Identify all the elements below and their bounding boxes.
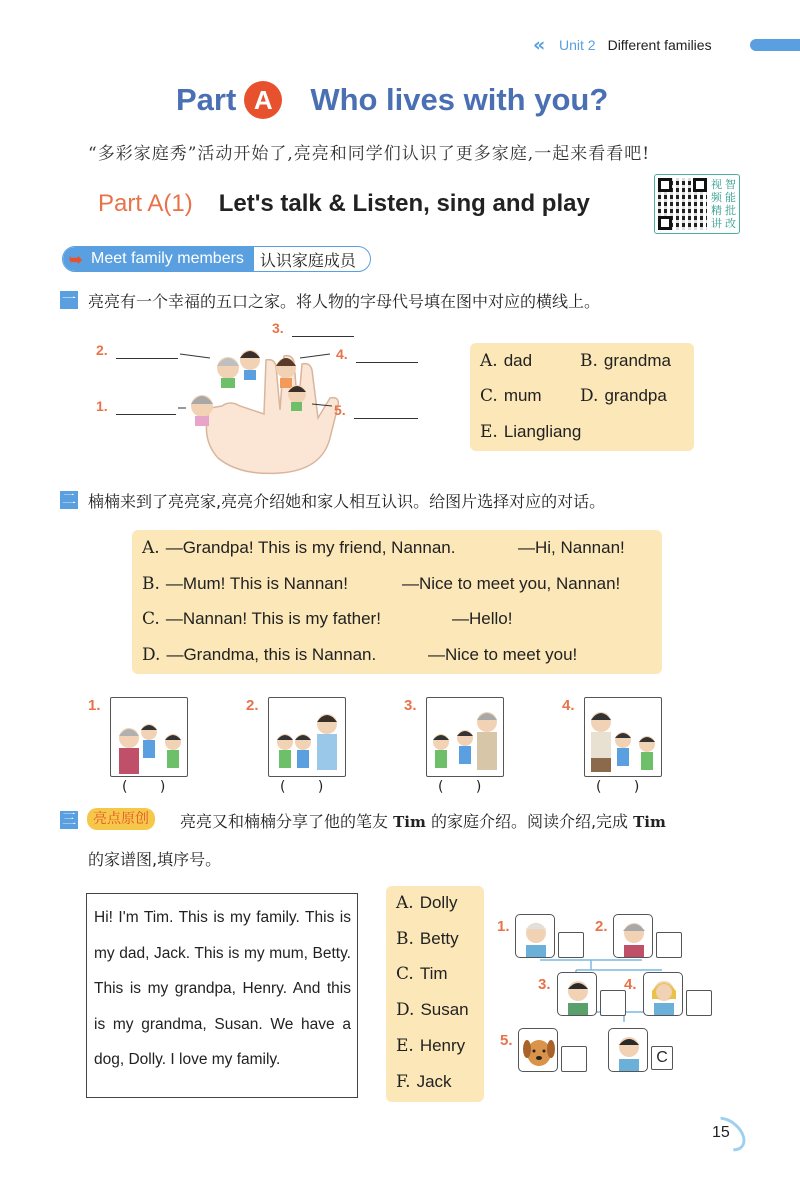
answer-paren-1[interactable]: ( ): [122, 779, 180, 795]
tree-answer-box-tim[interactable]: C: [651, 1046, 673, 1070]
answer-line-1[interactable]: [116, 414, 176, 415]
tree-answer-box-3[interactable]: [600, 990, 626, 1016]
question-1-text: 亮亮有一个幸福的五口之家。将人物的字母代号填在图中对应的横线上。: [88, 292, 601, 311]
q3-option-b: B. Betty: [396, 929, 459, 949]
intro-text: “多彩家庭秀”活动开始了,亮亮和同学们认识了更多家庭,一起来看看吧!: [88, 144, 651, 164]
answer-paren-2[interactable]: ( ): [280, 779, 338, 795]
answer-line-5[interactable]: [354, 418, 418, 419]
q3-option-d: D. Susan: [396, 1000, 469, 1020]
pic-num-3: 3.: [404, 697, 417, 714]
answer-line-2[interactable]: [116, 358, 178, 359]
q1-option-b: B. grandma: [580, 351, 672, 371]
tree-dad-picture: [557, 972, 597, 1016]
family-hand-illustration: [90, 318, 430, 478]
unit-title: Different families: [607, 37, 712, 53]
scene-picture-2: [268, 697, 346, 777]
q2-dialogue-box: [132, 530, 662, 674]
dialogue-d: D. —Grandma, this is Nannan.: [142, 645, 377, 665]
dialogue-d-reply: —Nice to meet you!: [428, 645, 578, 664]
qr-code-icon: [658, 178, 707, 230]
q1-option-a: A. dad: [480, 351, 533, 371]
scene-picture-4: [584, 697, 662, 777]
tree-num-1: 1.: [497, 918, 510, 935]
tree-num-5: 5.: [500, 1032, 513, 1049]
tree-num-2: 2.: [595, 918, 608, 935]
question-2-text: 楠楠来到了亮亮家,亮亮介绍她和家人相互认识。给图片选择对应的对话。: [88, 492, 606, 511]
hand-drawing: [90, 318, 430, 478]
unit-decor-bar: [750, 39, 800, 51]
answer-line-4[interactable]: [356, 362, 418, 363]
question-3-text-line2: 的家谱图,填序号。: [88, 850, 222, 869]
dialogue-b-reply: —Nice to meet you, Nannan!: [402, 574, 621, 593]
q1-options-box: [470, 343, 694, 451]
sub-part-heading: Let's talk & Listen, sing and play: [218, 190, 590, 217]
qr-code-panel[interactable]: [654, 174, 740, 234]
tree-dog-picture: [518, 1028, 558, 1072]
part-title-text: Who lives with you?: [310, 82, 609, 117]
tree-num-3: 3.: [538, 976, 551, 993]
page-number: 15: [712, 1124, 730, 1141]
part-prefix: Part: [176, 82, 237, 117]
pic-num-2: 2.: [246, 697, 259, 714]
q3-option-a: A. Dolly: [396, 893, 458, 913]
unit-header: [533, 34, 800, 56]
hand-label-5: 5.: [334, 402, 346, 418]
tree-tim-picture: [608, 1028, 648, 1072]
q3-option-c: C. Tim: [396, 964, 448, 984]
pic-num-4: 4.: [562, 697, 575, 714]
tree-grandma-picture: [613, 914, 653, 958]
scene-picture-1: [110, 697, 188, 777]
dialogue-b: B. —Mum! This is Nannan!: [142, 574, 348, 594]
hand-label-2: 2.: [96, 342, 108, 358]
answer-paren-3[interactable]: ( ): [438, 779, 496, 795]
sub-part-title: [98, 184, 590, 224]
part-letter-badge: A: [244, 81, 282, 119]
q1-option-d: D. grandpa: [580, 386, 667, 406]
scene-picture-3: [426, 697, 504, 777]
tree-answer-box-1[interactable]: [558, 932, 584, 958]
question-3-text: 亮亮又和楠楠分享了他的笔友 Tim 的家庭介绍。阅读介绍,完成 Tim: [180, 812, 666, 831]
q1-option-e: E. Liangliang: [480, 422, 582, 442]
pic-num-1: 1.: [88, 697, 101, 714]
tree-answer-box-5[interactable]: [561, 1046, 587, 1072]
double-chevron-left-icon: «: [533, 34, 543, 56]
dialogue-c-reply: —Hello!: [452, 609, 513, 628]
section-tag-cn: 认识家庭成员: [259, 250, 356, 270]
hand-label-3: 3.: [272, 320, 284, 336]
answer-paren-4[interactable]: ( ): [596, 779, 654, 795]
answer-line-3[interactable]: [292, 336, 354, 337]
q3-options-box: [386, 886, 484, 1102]
question-number-3: 三: [62, 812, 76, 828]
tree-mum-picture: [643, 972, 683, 1016]
q1-option-c: C. mum: [480, 386, 542, 406]
original-badge: 亮点原创: [87, 808, 155, 830]
tree-num-4: 4.: [624, 976, 637, 993]
qr-caption: 视 智 频 能 精 批 讲 改: [711, 178, 736, 230]
q3-option-e: E. Henry: [396, 1036, 466, 1056]
section-tag-en: Meet family members: [91, 250, 244, 267]
hand-label-4: 4.: [336, 346, 348, 362]
question-number-2: 二: [62, 492, 76, 508]
dialogue-a-reply: —Hi, Nannan!: [518, 538, 625, 557]
tree-answer-box-2[interactable]: [656, 932, 682, 958]
section-tag: [62, 246, 371, 272]
sub-part-label: Part A(1): [98, 190, 193, 217]
dialogue-a: A. —Grandpa! This is my friend, Nannan.: [142, 538, 456, 558]
reading-passage: Hi! I'm Tim. This is my family. This is my dad, Jack. This is my mum, Betty. This is my grandpa, Henry. And this is my grandma, Susan. We have a dog, Dolly. I love my family.: [86, 893, 358, 1098]
unit-label: Unit 2: [559, 37, 596, 53]
page-title: [176, 76, 608, 124]
dialogue-c: C. —Nannan! This is my father!: [142, 609, 381, 629]
tree-answer-box-4[interactable]: [686, 990, 712, 1016]
hand-label-1: 1.: [96, 398, 108, 414]
tree-grandpa-picture: [515, 914, 555, 958]
q3-option-f: F. Jack: [396, 1072, 452, 1092]
curved-arrow-icon: ➥: [69, 252, 83, 269]
question-number-1: 一: [62, 292, 76, 308]
